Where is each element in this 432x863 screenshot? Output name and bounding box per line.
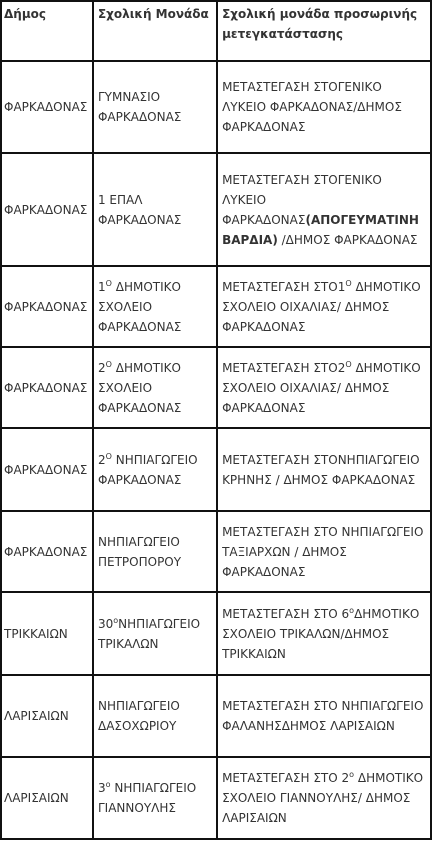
relocation-cell: ΜΕΤΑΣΤΕΓΑΣΗ ΣΤΟΓΕΝΙΚΟ ΛΥΚΕΙΟ ΦΑΡΚΑΔΟΝΑΣ/ΔΗΜΟΣ ΦΑΡΚΑΔΟΝΑΣ [217, 61, 431, 153]
dimos-cell: ΛΑΡΙΣΑΙΩΝ [1, 675, 93, 757]
ordinal-sup: Ο [345, 359, 352, 369]
relocation-text: ΜΕΤΑΣΤΕΓΑΣΗ ΣΤΟΓΕΝΙΚΟ ΛΥΚΕΙΟ ΦΑΡΚΑΔΟΝΑΣ [222, 172, 382, 227]
table-header-row [1, 1, 431, 61]
ordinal-sup: ο [349, 770, 355, 779]
table-row [1, 757, 431, 839]
dimos-cell: ΦΑΡΚΑΔΟΝΑΣ [1, 428, 93, 511]
table-row [1, 511, 431, 592]
unit-name: ΔΗΜΟΤΙΚΟ ΣΧΟΛΕΙΟ ΦΑΡΚΑΔΟΝΑΣ [97, 279, 182, 334]
relocation-cell: ΜΕΤΑΣΤΕΓΑΣΗ ΣΤΟ ΝΗΠΙΑΓΩΓΕΙΟ ΦΑΛΑΝΗΣΔΗΜΟΣ ΛΑΡΙΣΑΙΩΝ [217, 675, 431, 757]
ordinal-sup: Ο [105, 451, 112, 461]
dimos-cell: ΦΑΡΚΑΔΟΝΑΣ [1, 153, 93, 266]
ordinal-sup: Ο [105, 278, 112, 288]
school-unit-cell [93, 428, 217, 511]
relocation-text-end: ΔΗΜΟΤΙΚΟ ΣΧΟΛΕΙΟ ΓΙΑΝΝΟΥΛΗΣ/ ΔΗΜΟΣ ΛΑΡΙΣΑΙΩΝ [222, 771, 424, 825]
relocation-text: ΜΕΤΑΣΤΕΓΑΣΗ ΣΤΟ2 [222, 360, 346, 375]
unit-name: ΝΗΠΙΑΓΩΓΕΙΟ ΦΑΡΚΑΔΟΝΑΣ [97, 452, 198, 487]
ordinal-sup: ο [105, 780, 111, 789]
shift-note: (ΑΠΟΓΕΥΜΑΤΙΝΗ ΒΑΡΔΙΑ) [222, 212, 419, 247]
dimos-cell: ΦΑΡΚΑΔΟΝΑΣ [1, 61, 93, 153]
unit-number: 3 [97, 781, 106, 795]
table-row [1, 153, 431, 266]
relocation-text: ΜΕΤΑΣΤΕΓΑΣΗ ΣΤΟ1 [222, 279, 346, 294]
ordinal-sup: Ο [105, 359, 112, 369]
dimos-cell: ΛΑΡΙΣΑΙΩΝ [1, 757, 93, 839]
school-unit-cell: ΝΗΠΙΑΓΩΓΕΙΟ ΔΑΣΟΧΩΡΙΟΥ [93, 675, 217, 757]
table-row [1, 347, 431, 428]
unit-name: ΝΗΠΙΑΓΩΓΕΙΟ ΤΡΙΚΑΛΩΝ [97, 616, 201, 651]
school-unit-cell [93, 266, 217, 347]
table-row [1, 428, 431, 511]
unit-number: 30 [97, 616, 114, 631]
unit-name: ΔΗΜΟΤΙΚΟ ΣΧΟΛΕΙΟ ΦΑΡΚΑΔΟΝΑΣ [97, 360, 182, 415]
relocation-text: ΜΕΤΑΣΤΕΓΑΣΗ ΣΤΟ 2 [222, 771, 350, 785]
dimos-cell: ΦΑΡΚΑΔΟΝΑΣ [1, 511, 93, 592]
dimos-cell: ΤΡΙΚΚΑΙΩΝ [1, 592, 93, 675]
unit-number: 1 [97, 279, 106, 294]
relocation-cell [217, 757, 431, 839]
relocation-text-end: ΔΗΜΟΤΙΚΟ ΣΧΟΛΕΙΟ ΟΙΧΑΛΙΑΣ/ ΔΗΜΟΣ ΦΑΡΚΑΔΟΝΑΣ [222, 279, 421, 334]
ordinal-sup: ο [349, 605, 355, 615]
relocation-cell [217, 266, 431, 347]
dimos-cell: ΦΑΡΚΑΔΟΝΑΣ [1, 266, 93, 347]
relocation-cell [217, 347, 431, 428]
relocation-cell [217, 592, 431, 675]
school-unit-cell: ΝΗΠΙΑΓΩΓΕΙΟ ΠΕΤΡΟΠΟΡΟΥ [93, 511, 217, 592]
school-unit-cell [93, 592, 217, 675]
relocation-cell [217, 153, 431, 266]
school-unit-cell [93, 347, 217, 428]
table-row [1, 61, 431, 153]
unit-number: 2 [97, 452, 106, 467]
table-row [1, 675, 431, 757]
header-relocation-unit: Σχολική μονάδα προσωρινής μετεγκατάστασης [217, 1, 431, 61]
header-school-unit: Σχολική Μονάδα [93, 1, 217, 61]
table-row [1, 266, 431, 347]
relocation-cell: ΜΕΤΑΣΤΕΓΑΣΗ ΣΤΟΝΗΠΙΑΓΩΓΕΙΟ ΚΡΗΝΗΣ / ΔΗΜΟΣ ΦΑΡΚΑΔΟΝΑΣ [217, 428, 431, 511]
table-row [1, 592, 431, 675]
school-unit-cell: ΓΥΜΝΑΣΙΟ ΦΑΡΚΑΔΟΝΑΣ [93, 61, 217, 153]
header-dimos: Δήμος [1, 1, 93, 61]
relocation-text: ΜΕΤΑΣΤΕΓΑΣΗ ΣΤΟ 6 [222, 606, 350, 621]
relocation-text-end: ΔΗΜΟΤΙΚΟ ΣΧΟΛΕΙΟ ΤΡΙΚΑΛΩΝ/ΔΗΜΟΣ ΤΡΙΚΚΑΙΩΝ [222, 606, 420, 661]
dimos-cell: ΦΑΡΚΑΔΟΝΑΣ [1, 347, 93, 428]
ordinal-sup: ο [113, 615, 119, 625]
school-unit-cell [93, 757, 217, 839]
unit-number: 2 [97, 360, 106, 375]
relocation-cell: ΜΕΤΑΣΤΕΓΑΣΗ ΣΤΟ ΝΗΠΙΑΓΩΓΕΙΟ ΤΑΞΙΑΡΧΩΝ / ΔΗΜΟΣ ΦΑΡΚΑΔΟΝΑΣ [217, 511, 431, 592]
relocation-text-end: /ΔΗΜΟΣ ΦΑΡΚΑΔΟΝΑΣ [277, 232, 418, 247]
school-unit-cell: 1 ΕΠΑΛ ΦΑΡΚΑΔΟΝΑΣ [93, 153, 217, 266]
ordinal-sup: Ο [345, 278, 352, 288]
relocation-text-end: ΔΗΜΟΤΙΚΟ ΣΧΟΛΕΙΟ ΟΙΧΑΛΙΑΣ/ ΔΗΜΟΣ ΦΑΡΚΑΔΟΝΑΣ [222, 360, 421, 415]
unit-name: ΝΗΠΙΑΓΩΓΕΙΟ ΓΙΑΝΝΟΥΛΗΣ [97, 781, 197, 815]
